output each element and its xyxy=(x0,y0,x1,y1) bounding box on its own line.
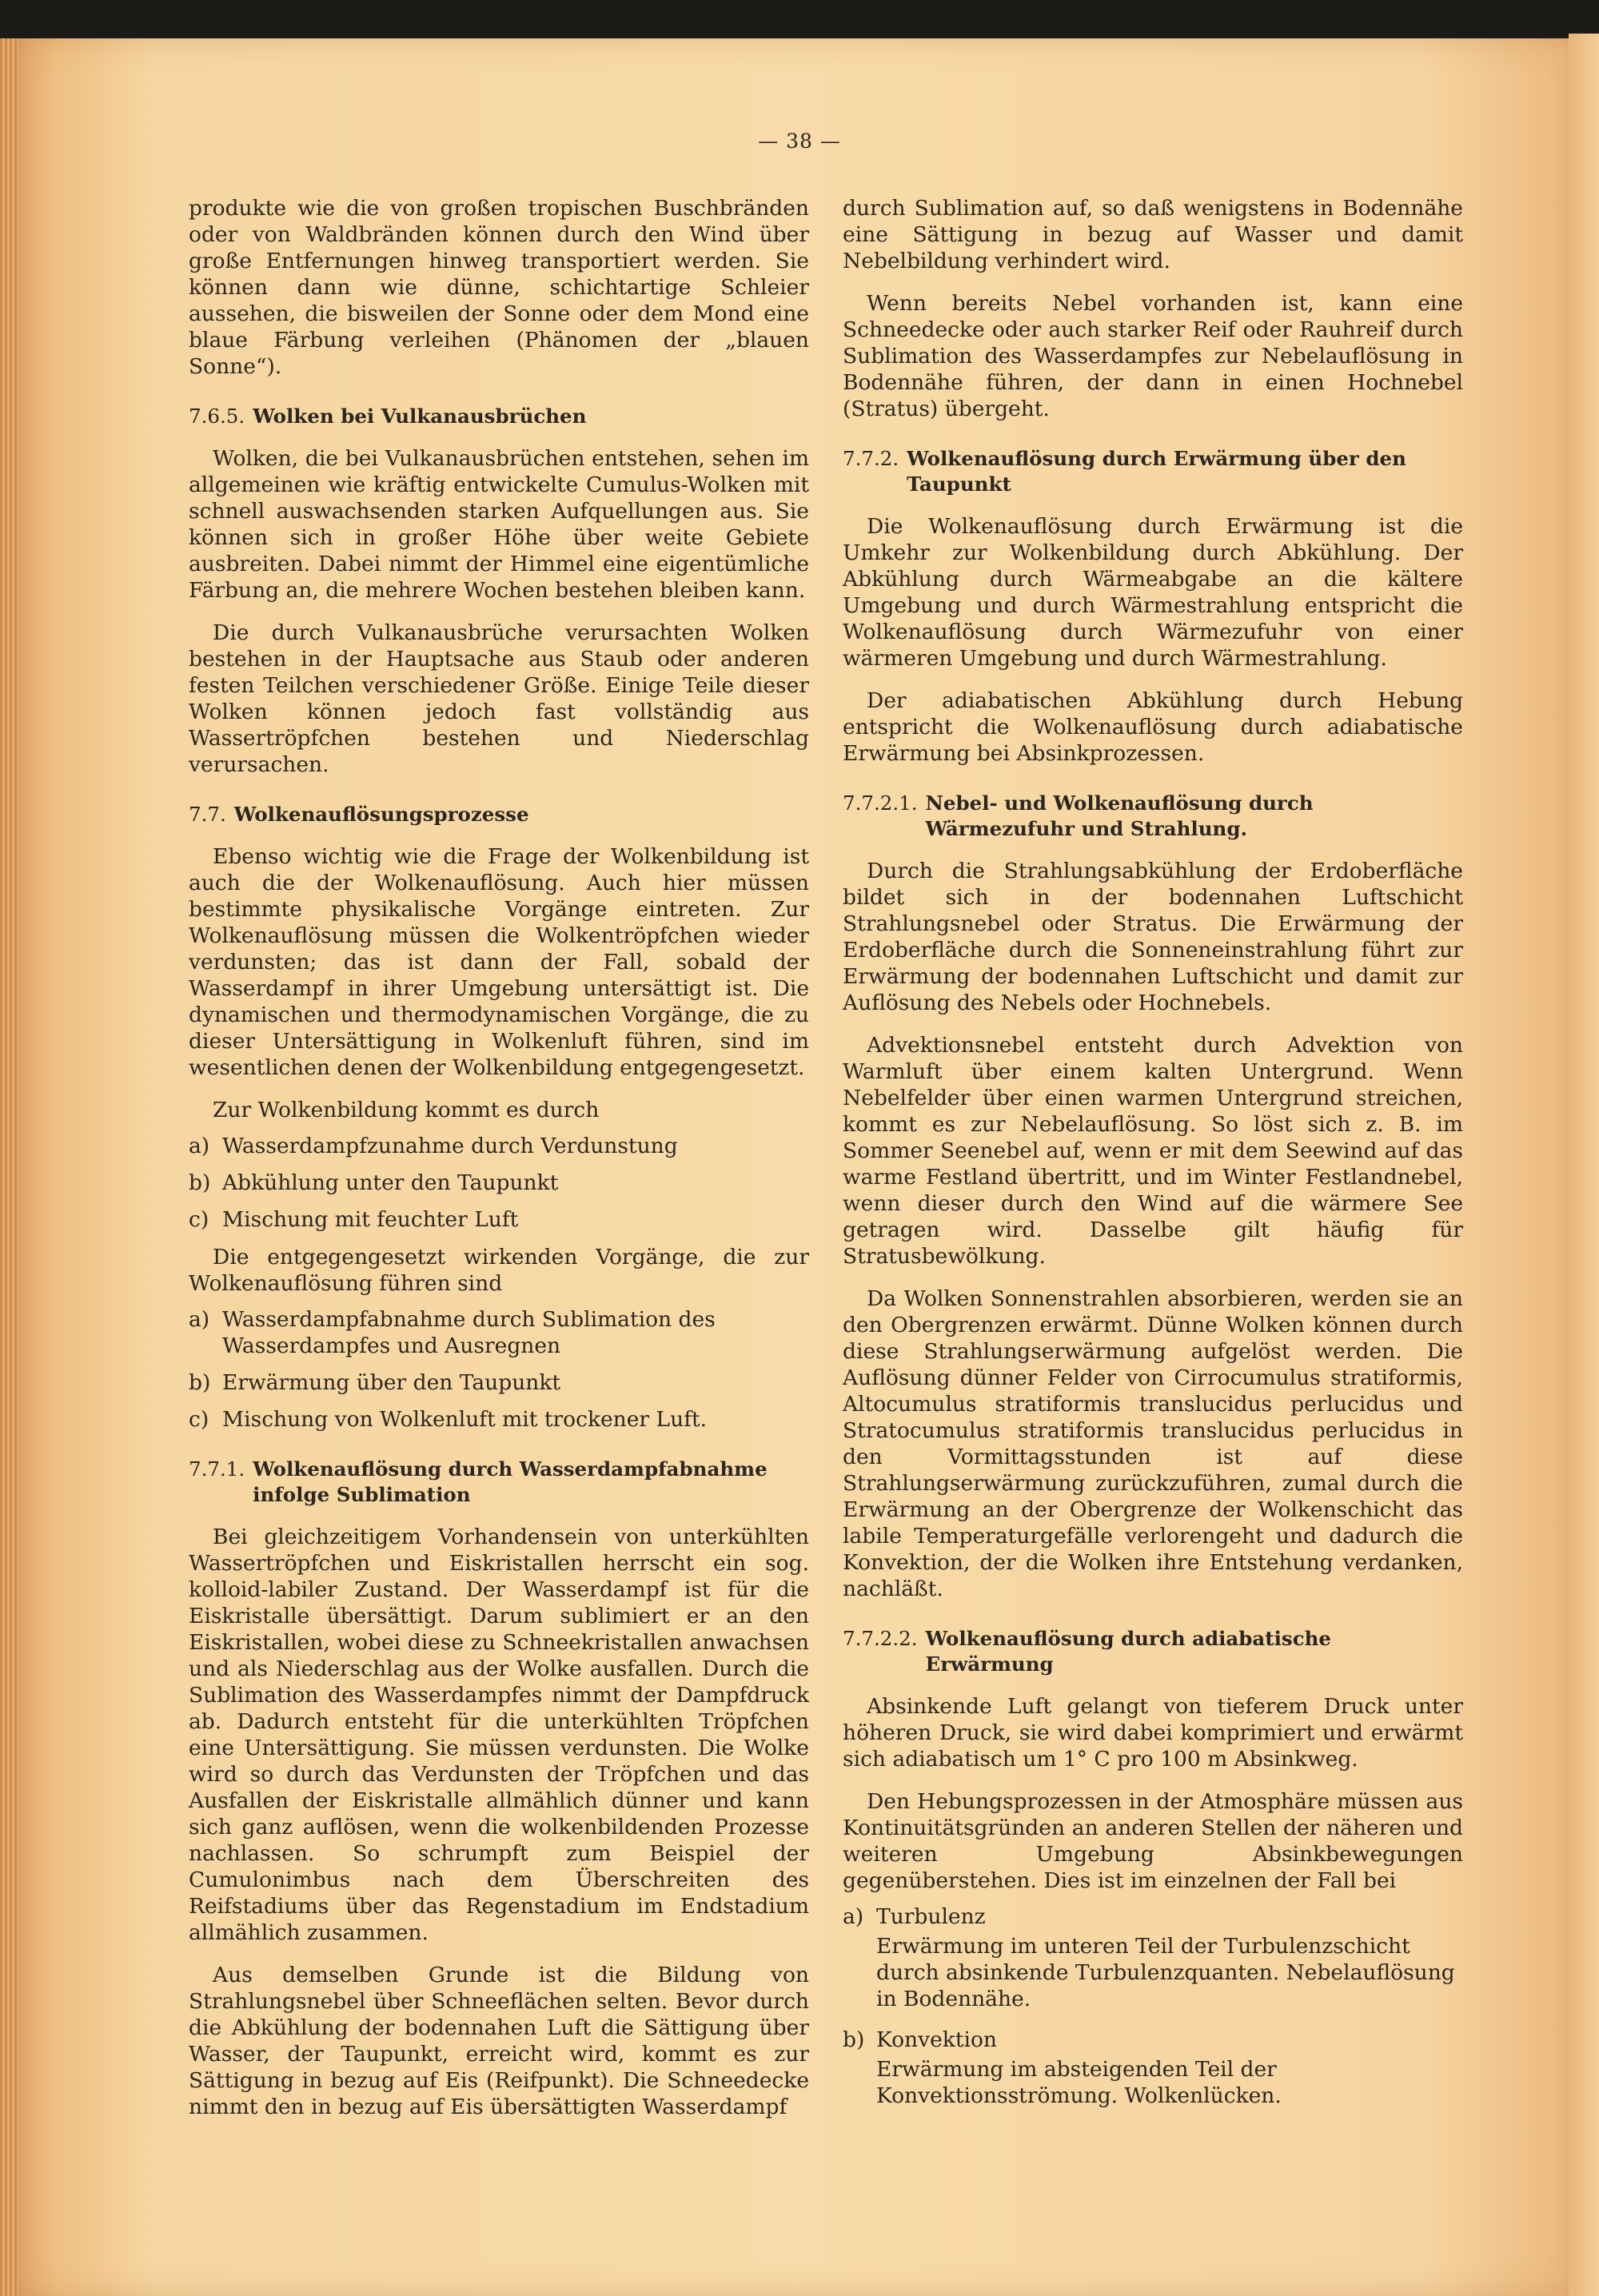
list-text: Wasserdampfabnahme durch Sublimation des Wasserdampfes und Ausregnen xyxy=(222,1307,716,1358)
list-item xyxy=(189,1369,809,1396)
section-heading-7-7-1 xyxy=(189,1457,809,1508)
list-label: b) xyxy=(189,1170,211,1195)
list-label: b) xyxy=(843,2027,865,2052)
list-label: c) xyxy=(189,1207,209,1232)
left-column xyxy=(189,195,809,2136)
section-number: 7.7.2.1. xyxy=(843,791,918,815)
list-item xyxy=(189,1306,809,1359)
list-label: a) xyxy=(189,1134,210,1158)
list-label: a) xyxy=(189,1307,210,1332)
section-heading-7-7-2-1 xyxy=(843,791,1463,842)
list-text: Mischung mit feuchter Luft xyxy=(222,1207,519,1232)
paragraph: Aus demselben Grunde ist die Bildung von Strahlungsnebel über Schneeflächen selten. Bevor durch die Abkühlung der bodennahen Luft die Sättigung über Wasser, der Taupunkt, erreicht wird, kommt es zur Sättigung in bezug auf Eis (Reifpunkt). Die Schneedecke nimmt den in bezug auf Eis übersättigten Wasserdampf xyxy=(189,1963,809,2119)
list-text: Turbulenz xyxy=(876,1904,986,1929)
list-label: c) xyxy=(189,1407,209,1432)
subsidence-cases-list xyxy=(843,1903,1463,2109)
paragraph: Der adiabatischen Abkühlung durch Hebung entspricht die Wolkenauflösung durch adiabatische Erwärmung bei Absinkprozessen. xyxy=(843,688,1463,766)
section-number: 7.7.2.2. xyxy=(843,1627,918,1650)
list-item xyxy=(189,1133,809,1159)
list-item xyxy=(189,1206,809,1233)
paragraph: Advektionsnebel entsteht durch Advektion von Warmluft über einem kalten Untergrund. Wenn Nebelfelder über einen warmen Untergrund streichen, kommt es zur Nebelauflösung. So löst sich z. B. im Sommer Seenebel auf, wenn er mit dem Seewind auf das warme Festland übertritt, und im Winter Festlandnebel, wenn dieser durch den Wind auf die wärmere See getragen wird. Dasselbe gilt häufig für Stratusbewölkung. xyxy=(843,1033,1463,1269)
paragraph: produkte wie die von großen tropischen Buschbränden oder von Waldbränden können durch den Wind über große Entfernungen hinweg transportiert werden. Sie können dann wie dünne, schichtartige Schleier aussehen, die bisweilen der Sonne oder dem Mond eine blaue Färbung verleihen (Phänomen der „blauen Sonne“). xyxy=(189,196,809,379)
paragraph: Absinkende Luft gelangt von tieferem Druck unter höheren Druck, sie wird dabei komprimiert und erwärmt sich adiabatisch um 1° C pro 100 m Absinkweg. xyxy=(843,1694,1463,1772)
paragraph: Zur Wolkenbildung kommt es durch xyxy=(213,1098,600,1122)
paragraph: Wenn bereits Nebel vorhanden ist, kann eine Schneedecke oder auch starker Reif oder Rauhreif durch Sublimation des Wasserdampfes zur Nebelauflösung in Bodennähe führen, der dann in einen Hochnebel (Stratus) übergeht. xyxy=(843,291,1463,421)
list-text: Wasserdampfzunahme durch Verdunstung xyxy=(222,1134,678,1158)
list-text: Konvektion xyxy=(876,2027,997,2052)
paragraph: Bei gleichzeitigem Vorhandensein von unterkühlten Wassertröpfchen und Eiskristallen herrscht ein sog. kolloid-labiler Zustand. Der Wasserdampf ist für die Eiskristalle übersättigt. Darum sublimiert er an den Eiskristallen, wobei diese zu Schneekristallen anwachsen und als Niederschlag aus der Wolke ausfallen. Durch die Sublimation des Wasserdampfes nimmt der Dampfdruck ab. Dadurch entsteht für die unterkühlten Tröpfchen eine Untersättigung. Sie müssen verdunsten. Die Wolke wird so durch das Verdunsten der Tröpfchen und das Ausfallen der Eiskristalle allmählich dünner und kann sich ganz auflösen, wenn die wolkenbildenden Prozesse nachlassen. So schrumpft zum Beispiel der Cumulonimbus nach dem Überschreiten des Reifstadiums über das Regenstadium im Endstadium allmählich zusammen. xyxy=(189,1525,809,1945)
section-heading-7-6-5 xyxy=(189,404,809,429)
section-heading-7-7-2-2 xyxy=(843,1626,1463,1677)
paragraph: durch Sublimation auf, so daß wenigstens in Bodennähe eine Sättigung in bezug auf Wasser und damit Nebelbildung verhindert wird. xyxy=(843,196,1463,273)
list-item xyxy=(189,1406,809,1433)
paragraph: Durch die Strahlungsabkühlung der Erdoberfläche bildet sich in der bodennahen Luftschicht Strahlungsnebel oder Stratus. Die Erwärmung der Erdoberfläche durch die Sonneneinstrahlung führt zur Erwärmung der bodennahen Luftschicht und damit zur Auflösung des Nebels oder Hochnebels. xyxy=(843,859,1463,1015)
section-title: Wolkenauflösung durch adiabatische Erwärmung xyxy=(925,1627,1332,1676)
page-number: — 38 — xyxy=(758,130,841,153)
section-number: 7.7.2. xyxy=(843,447,899,470)
section-title: Wolkenauflösung durch Wasserdampfabnahme infolge Sublimation xyxy=(253,1457,768,1506)
right-column xyxy=(843,195,1463,2120)
list-item xyxy=(843,1903,1463,2012)
list-description: Erwärmung im absteigenden Teil der Konvektionsströmung. Wolkenlücken. xyxy=(876,2057,1282,2108)
section-heading-7-7-2 xyxy=(843,446,1463,497)
list-text: Erwärmung über den Taupunkt xyxy=(222,1370,561,1395)
list-label: a) xyxy=(843,1904,864,1929)
paragraph: Die Wolkenauflösung durch Erwärmung ist die Umkehr zur Wolkenbildung durch Abkühlung. Der Abkühlung durch Wärmeabgabe an die kältere Umgebung und durch Wärmestrahlung entspricht die Wolkenauflösung durch Wärmezufuhr von einer wärmeren Umgebung und durch Wärmestrahlung. xyxy=(843,514,1463,671)
cloud-dissolution-list xyxy=(189,1306,809,1433)
paragraph: Die entgegengesetzt wirkenden Vorgänge, die zur Wolkenauflösung führen sind xyxy=(189,1245,809,1296)
list-item xyxy=(843,2027,1463,2109)
list-description: Erwärmung im unteren Teil der Turbulenzschicht durch absinkende Turbulenzquanten. Nebelauflösung in Bodennähe. xyxy=(876,1934,1455,2011)
list-item xyxy=(189,1170,809,1196)
next-page-edge xyxy=(1569,34,1599,2296)
section-title: Nebel- und Wolkenauflösung durch Wärmezufuhr und Strahlung. xyxy=(925,791,1314,840)
list-text: Abkühlung unter den Taupunkt xyxy=(222,1170,559,1195)
section-number: 7.7.1. xyxy=(189,1457,245,1481)
paragraph: Wolken, die bei Vulkanausbrüchen entstehen, sehen im allgemeinen wie kräftig entwickelte Cumulus-Wolken mit schnell auswachsenden starken Aufquellungen aus. Sie können sich in großer Höhe über weite Gebiete ausbreiten. Dabei nimmt der Himmel eine eigentümliche Färbung an, die mehrere Wochen bestehen bleiben kann. xyxy=(189,446,809,603)
section-heading-7-7 xyxy=(189,802,809,827)
cloud-formation-list xyxy=(189,1133,809,1233)
paragraph: Ebenso wichtig wie die Frage der Wolkenbildung ist auch die der Wolkenauflösung. Auch hier müssen bestimmte physikalische Vorgänge eintreten. Zur Wolkenauflösung müssen die Wolkentröpfchen wieder verdunsten; das ist dann der Fall, sobald der Wasserdampf in ihrer Umgebung untersättigt ist. Die dynamischen und thermodynamischen Vorgänge, die zu dieser Untersättigung in Wolkenluft führen, sind im wesentlichen denen der Wolkenbildung entgegengesetzt. xyxy=(189,844,809,1080)
section-title: Wolken bei Vulkanausbrüchen xyxy=(253,405,587,428)
list-label: b) xyxy=(189,1370,211,1395)
list-text: Mischung von Wolkenluft mit trockener Luft. xyxy=(222,1407,708,1432)
section-title: Wolkenauflösungsprozesse xyxy=(233,803,529,826)
scan-background-top xyxy=(0,0,1599,38)
paragraph: Die durch Vulkanausbrüche verursachten Wolken bestehen in der Hauptsache aus Staub oder anderen festen Teilchen verschiedener Größe. Einige Teile dieser Wolken können jedoch fast vollständig aus Wassertröpfchen bestehen und Niederschlag verursachen. xyxy=(189,620,809,777)
section-number: 7.6.5. xyxy=(189,405,245,428)
paragraph: Da Wolken Sonnenstrahlen absorbieren, werden sie an den Obergrenzen erwärmt. Dünne Wolken können durch diese Strahlungserwärmung aufgelöst werden. Die Auflösung dünner Felder von Cirrocumulus stratiformis, Altocumulus stratiformis translucidus perlucidus und Stratocumulus stratiformis translucidus perlucidus in den Vormittagsstunden ist auf diese Strahlungserwärmung zurückzuführen, zumal durch die Erwärmung an der Obergrenze der Wolkenschicht das labile Temperaturgefälle verlorengeht und dadurch die Konvektion, der die Wolken ihre Entstehung verdanken, nachläßt. xyxy=(843,1286,1463,1601)
section-number: 7.7. xyxy=(189,803,226,826)
section-title: Wolkenauflösung durch Erwärmung über den Taupunkt xyxy=(907,447,1406,496)
paragraph: Den Hebungsprozessen in der Atmosphäre müssen aus Kontinuitätsgründen an anderen Stellen der näheren und weiteren Umgebung Absinkbewegungen gegenüberstehen. Dies ist im einzelnen der Fall bei xyxy=(843,1789,1463,1893)
page-stack-edge xyxy=(0,38,18,2296)
